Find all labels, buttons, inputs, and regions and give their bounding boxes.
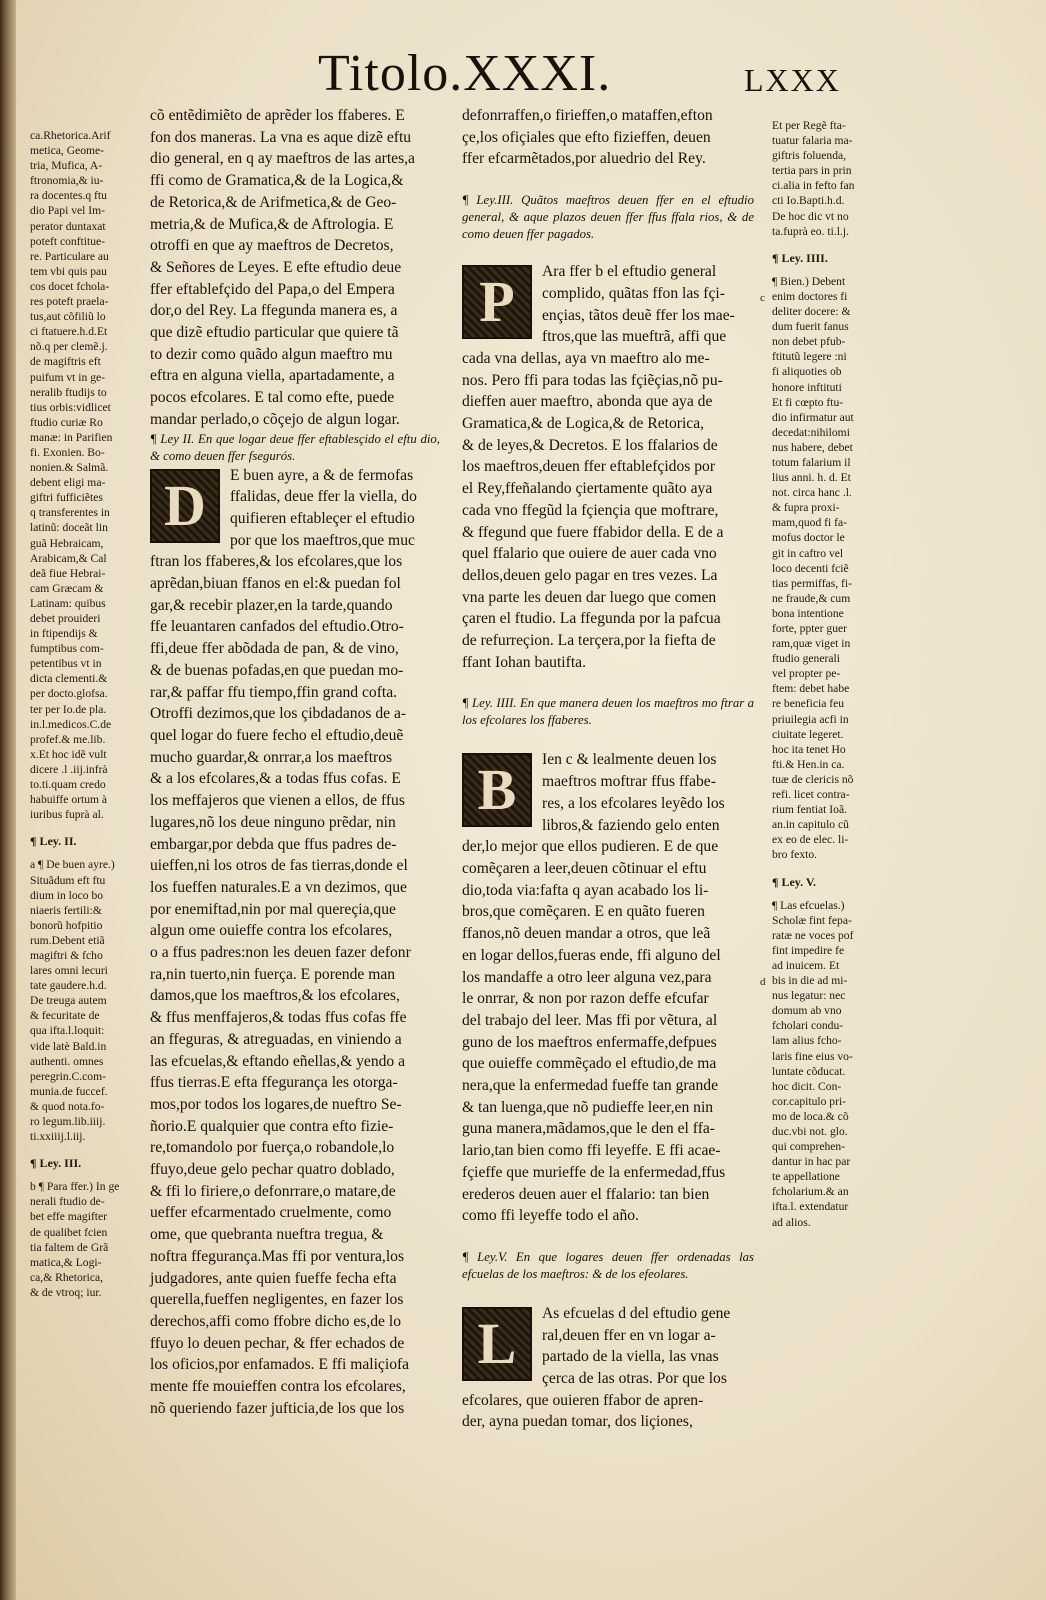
text-line: nus legatur: nec (772, 989, 846, 1003)
text-line: rium fentiat Ioã. (772, 803, 848, 817)
text-line: cor.capitulo pri- (772, 1094, 847, 1108)
text-line: debet prouideri (30, 612, 101, 625)
text-line: ca.Rhetorica.Arif (30, 129, 111, 142)
text-line: algun ome ouieffe contra los efcolares, (150, 922, 393, 940)
text-line: Arabicam,& Cal (30, 551, 107, 565)
text-line: aprẽdan,biuan ffanos en el:& puedan fol (150, 575, 401, 593)
text-line: ta.fuprà eo. ti.l.j. (772, 224, 849, 238)
text-line: ftros,que las mueftrã, affi que (542, 328, 727, 346)
text-line: derechos,affi como ffobre dicho es,de lo (150, 1312, 401, 1330)
text-line: vide latè Bald.in (30, 1039, 107, 1053)
text-line: ñorio.E qualquier que contra efto fizie- (150, 1117, 394, 1135)
text-line: quel logar do fuere fecho el eftudio,deuẽ (150, 726, 404, 744)
text-line: fint impedire fe (772, 943, 845, 957)
text-line: tate gaudere.h.d. (30, 979, 107, 993)
text-line: mandar perlado,o cõçejo de algun logar. (150, 410, 400, 428)
text-line: te appellatione (772, 1170, 840, 1184)
text-line: mente ffe mouieffen contra los efcolares, (150, 1378, 406, 1396)
text-line: dicta clementi.& (30, 672, 108, 686)
text-line: tuæ de clericis nõ (772, 772, 854, 786)
text-line: fcholarium.& an (772, 1185, 849, 1199)
ley-4-cap-lines (542, 749, 725, 836)
text-line: nus habere, debet (772, 440, 853, 454)
text-line: ca,& Rhetorica, (30, 1270, 104, 1284)
text-line: git in caftro vel (772, 546, 844, 560)
text-line: dicere .l .iij.infrà (30, 762, 108, 776)
text-line: lius anni. h. d. Et (772, 471, 851, 485)
text-line: fçieffe que murieffe de la enfermedad,ffus (462, 1163, 726, 1181)
text-line: los maeftros,deuen ffer eftablefçidos por (462, 458, 716, 476)
text-line: & fecuritate de (30, 1009, 100, 1023)
text-line: uieffen,ni los otros de fas tierras,donde el (150, 857, 408, 875)
text-line: que ouieffe commẽçado el eftudio,de ma (462, 1055, 717, 1073)
text-line: profef.& me.lib. (30, 732, 106, 746)
binding-shadow (0, 0, 16, 1600)
text-line: noftra ffegurança.Mas ffi por ventura,los (150, 1247, 405, 1265)
text-line: & quod nota.fo- (30, 1099, 105, 1113)
text-line: nera,que la enfermedad fueffe tan grande (462, 1077, 718, 1095)
text-line: los mandaffe a otro leer alguna vez,para (462, 968, 712, 986)
text-line: giftri fufficiẽtes (30, 491, 103, 505)
text-line: to.ti.quam credo (30, 778, 106, 792)
text-line: dio,toda via:fafta q ayan acabado los li- (462, 881, 709, 899)
ley-5-cap-lines (542, 1303, 730, 1390)
text-line: res, a los efcolares leyẽdo los (542, 794, 725, 812)
ley-5-rubric: ¶ Ley.V. En que logares deuen ffer ordenadas las efcuelas de los maeftros: & de los efeolares. (462, 1249, 754, 1281)
text-line: Situãdum eft ftu (30, 873, 106, 887)
text-line: totum falarium il (772, 455, 851, 469)
text-line: petentibus vt in (30, 657, 102, 671)
text-line: & a los efcolares,& a todas ffus cofas. E (150, 770, 401, 788)
text-line: ffalidas, deue ffer la viella, do (230, 488, 417, 506)
text-line: ciuitate legeret. (772, 727, 844, 741)
ley-4-rubric: ¶ Ley. IIII. En que manera deuen los maeftros mo ftrar a los efcolares los ffaberes. (462, 696, 754, 728)
gloss-note-d (772, 898, 892, 1230)
text-line: lario,tan bien como ffi leyeffe. E ffi acae- (462, 1142, 721, 1160)
col2-opening-text (462, 105, 754, 170)
gloss-note-a (30, 857, 142, 1144)
gloss-note-b (30, 1179, 142, 1300)
text-line: partado de la viella, las vnas (542, 1348, 719, 1366)
text-line: que dizẽ eftudio particular que quiere tã (150, 324, 399, 342)
text-line: fi aliquoties ob (772, 365, 842, 379)
text-line: ftitutũ legere :ni (772, 350, 847, 364)
text-line: del trabajo del leer. Mas ffi por vẽtura, al (462, 1011, 718, 1029)
text-line: complido, quãtas ffon las fçi- (542, 284, 725, 302)
text-line: ffanos,nõ deuen mandar a otros, que leã (462, 925, 711, 943)
gloss-ley-2: ¶ Ley. II. (30, 834, 77, 849)
text-line: en logar dellos,fueras ende, ffi alguno del (462, 946, 721, 964)
text-line: re beneficia feu (772, 697, 845, 711)
text-line: ¶ Las efcuelas.) (772, 898, 845, 912)
ley-2-rubric: ¶ Ley II. En que logar deue ffer eftablesçido el eftu dio, & como deuen ffer fsegurós. (150, 431, 440, 463)
text-line: giftris foluenda, (772, 149, 847, 163)
text-line: dio infirmatur aut (772, 410, 854, 424)
text-line: nonien.& Salmã. (30, 461, 109, 475)
text-line: Gramatica,& de Logica,& de Retorica, (462, 415, 705, 433)
text-line: tia faltem de Grã (30, 1240, 109, 1254)
text-line: q transferentes in (30, 506, 110, 520)
text-line: bona intentione (772, 606, 844, 620)
text-line: çaren el ftudio. La ffegunda por la pafcua (462, 610, 721, 628)
text-line: mos,por todos los logares,de nueftro Se- (150, 1095, 402, 1113)
text-line: ex eo de elec. li- (772, 833, 849, 847)
text-line: forte, ppter guer (772, 622, 848, 635)
text-line: decedat:nihilomi (772, 425, 850, 439)
text-line: ffuyo lo deuen pechar, & ffer echados de (150, 1334, 405, 1352)
text-line: an.in capitulo cũ (772, 818, 849, 832)
text-line: fti.& Hen.in ca. (772, 757, 845, 771)
text-line: der,lo mejor que ellos pudieren. E de que (462, 838, 719, 856)
text-line: peregrin.C.com- (30, 1069, 106, 1083)
text-line: le onrrar, & non por razon deffe efcufar (462, 990, 709, 1008)
text-line: b ¶ Para ffer.) In ge (30, 1180, 120, 1194)
text-line: deliter docere: & (772, 305, 851, 319)
text-line: ffuyo,deue gelo pechar quatro doblado, (150, 1161, 395, 1179)
right-gloss-intro (772, 118, 892, 239)
text-line: dieffen auer maeftro, abonda que aya de (462, 393, 713, 411)
text-line: & de vtroq; iur. (30, 1285, 102, 1299)
ley-3-rubric: ¶ Ley.III. Quãtos maeftros deuen ffer en el eftudio general, & aque plazos deuen ffer ffus ffala rios, & de como deuen ffer pagados. (462, 193, 754, 242)
text-line: tuatur falaria ma- (772, 134, 853, 148)
ley-5-text (462, 1390, 754, 1433)
text-line: de refurreçion. La terçera,por la fiefta de (462, 632, 716, 650)
text-line: latinũ: doceãt lin (30, 521, 108, 535)
text-line: ençias, tãtos deuẽ ffer los mae- (542, 306, 735, 324)
text-line: non debet pfub- (772, 335, 846, 349)
text-line: iuribus fuprà al. (30, 808, 104, 822)
text-line: eftra en alguna viella, apartadamente, a (150, 367, 395, 385)
text-line: Ara ffer b el eftudio general (542, 263, 717, 281)
text-line: vna parte les deuen dar luego que comen (462, 588, 717, 606)
text-line: Scholæ fint fepa- (772, 913, 852, 927)
text-line: per docto.glofsa. (30, 687, 108, 701)
text-line: perator duntaxat (30, 219, 106, 233)
text-line: dor,o del Rey. La ffegunda manera es, a (150, 302, 398, 320)
text-line: fi. Exonien. Bo- (30, 445, 105, 459)
text-line: querella,fueffen negligentes, en fazer los (150, 1291, 404, 1309)
text-line: guna manera,mãdamos,que le den el ffa- (462, 1120, 716, 1138)
text-line: como ffi leyeffe todo el año. (462, 1207, 639, 1225)
right-gloss (772, 118, 892, 1230)
text-line: nõ.q per clemẽ.j. (30, 340, 108, 354)
text-line: ratæ ne voces pof (772, 928, 854, 942)
text-line: cada vna dellas, aya vn maeftro alo me- (462, 349, 710, 367)
text-line: to dezir como quãdo algun maeftro mu (150, 345, 393, 363)
text-line: tertia pars in prin (772, 164, 852, 178)
decorated-initial-d: D (150, 469, 220, 543)
text-line: bros,que comẽçaren. E en quãto fueren (462, 903, 705, 921)
text-line: nos. Pero ffi para todas las fçiẽçias,nõ pu- (462, 371, 723, 389)
left-gloss-intro (30, 128, 142, 822)
ley-4-text (462, 836, 754, 1227)
text-line: in.l.medicos.C.de (30, 717, 112, 731)
text-line: matica,& Logi- (30, 1255, 102, 1269)
text-line: tus,aut cõfiliũ lo (30, 310, 106, 324)
ley-2-opening (150, 465, 440, 552)
text-line: damos,que los maeftros,& los efcolares, (150, 987, 400, 1005)
text-line: der, ayna puedan tomar, dos liçiones, (462, 1413, 693, 1431)
text-line: poteft conftitue- (30, 234, 106, 248)
text-line: priuilegia acfi in (772, 712, 849, 726)
text-line: mucho guardar,& onrrar,a los maeftros (150, 748, 393, 766)
text-line: judgadores, ante quien fueffe fecha efta (150, 1269, 397, 1287)
text-line: Et per Regẽ fta- (772, 119, 846, 132)
text-line: habuiffe ortum à (30, 793, 108, 807)
text-line: fumptibus com- (30, 642, 104, 656)
text-line: a ¶ De buen ayre.) (30, 858, 115, 872)
text-line: lam alius fcho- (772, 1034, 842, 1048)
text-line: loco decenti fciẽ (772, 561, 849, 575)
text-line: bonorũ hofpitio (30, 918, 103, 932)
ley-3-cap-lines (542, 261, 735, 348)
text-line: magiftri & fcho (30, 948, 103, 962)
text-line: ne fraude,& cum (772, 591, 851, 605)
text-line: qua ifta.l.loquit: (30, 1024, 105, 1038)
text-line: re,tomandolo por fuerça,o robandole,lo (150, 1139, 395, 1157)
text-line: metica, Geome- (30, 144, 105, 158)
text-line: lares omni lecuri (30, 964, 108, 978)
text-line: ad alios. (772, 1215, 811, 1229)
text-line: ffer eftablefçido del Papa,o del Empera (150, 280, 395, 298)
text-line: ffi,deue ffer abõdada de pan, & de vino, (150, 640, 399, 658)
text-line: defonrraffen,o firieffen,o mataffen,efton (462, 107, 713, 124)
text-line: & Señores de Leyes. E efte eftudio deue (150, 258, 402, 276)
text-line: luntate cõducat. (772, 1064, 846, 1078)
text-line: nerali ftudio de- (30, 1195, 105, 1209)
text-line: o a ffus padres:non les deuen fazer defonr (150, 944, 411, 962)
text-line: ter per Io.de pla. (30, 702, 107, 716)
text-line: ffer efcarmẽtados,por aluedrio del Rey. (462, 150, 706, 168)
text-line: ome, que quebranta nueftra tregua, & (150, 1226, 384, 1244)
text-line: ffus tierras.E efta ffegurança les otorga- (150, 1074, 398, 1092)
text-line: dio Papi vel Im- (30, 204, 106, 218)
text-line: dantur in hac par (772, 1155, 851, 1169)
text-line: nõ queriendo fazer jufticia,de los que los (150, 1399, 405, 1417)
gloss-ley-4: ¶ Ley. IIII. (772, 250, 828, 265)
margin-mark-c: c (760, 292, 765, 304)
text-line: Latinam: quibus (30, 596, 106, 610)
text-line: authenti. omnes (30, 1054, 104, 1068)
text-line: maeftros moftrar ffus ffabe- (542, 773, 716, 791)
text-line: ftem: debet habe (772, 682, 850, 696)
text-line: ro legum.lib.iiij. (30, 1115, 106, 1128)
text-line: tria, Mufica, A- (30, 159, 103, 173)
col1-opening-text (150, 105, 440, 431)
text-line: deã fiue Hebrai- (30, 566, 106, 580)
gloss-ley-3: ¶ Ley. III. (30, 1156, 82, 1171)
text-line: laris fine eius vo- (772, 1049, 853, 1063)
text-line: metria,& de Mufica,& de Aftrologia. E (150, 215, 394, 233)
text-line: dio general, en q ay maeftros de las artes,a (150, 150, 415, 168)
gloss-ley-5: ¶ Ley. V. (772, 874, 817, 889)
text-line: ci.alia in fefto fan (772, 179, 855, 193)
text-line: & de leyes,& Decretos. E los ffalarios de (462, 436, 718, 454)
text-line: por que los maeftros,que muc (230, 531, 415, 549)
left-gloss (30, 128, 142, 1300)
text-line: & ffegund que fuere ffabidor della. E de a (462, 523, 724, 541)
text-line: cada vno ffegũd la fçiençia que moftrare, (462, 501, 719, 519)
text-line: mam,quod fi fa- (772, 516, 848, 530)
text-line: rar,& paffar ffu tiempo,ffin grand cofta. (150, 683, 398, 701)
text-line: & de buenas pofadas,en que puedan mo- (150, 661, 404, 679)
text-line: ti.xxiiij.l.iij. (30, 1130, 86, 1144)
text-line: ral,deuen ffer en vn logar a- (542, 1326, 716, 1344)
text-line: Et fi cœpto ftu- (772, 395, 844, 409)
text-line: debent eligi ma- (30, 476, 106, 490)
margin-mark-d: d (760, 976, 766, 988)
text-line: pocos efcolares. E tal como efte, puede (150, 389, 395, 407)
text-line: ad inuicem. Et (772, 958, 840, 972)
text-line: los fueffen naturales.E a vn dezimos, que (150, 878, 407, 896)
text-line: quifieren eftableçer el eftudio (230, 509, 415, 527)
ley-3-text (462, 348, 754, 674)
text-line: tem vbi quis pau (30, 264, 107, 278)
text-line: otroffi en que ay maeftros de Decretos, (150, 237, 394, 255)
text-line: qui comprehen- (772, 1140, 846, 1154)
text-line: tias permiffas, fi- (772, 576, 852, 590)
text-line: dum fuerit fanus (772, 320, 849, 334)
text-line: los oficios,por enfamados. E ffi maliçiofa (150, 1356, 410, 1374)
text-line: cti Io.Bapti.h.d. (772, 194, 845, 208)
text-line: cam Græcam & (30, 581, 104, 595)
text-line: de qualibet fcien (30, 1225, 108, 1239)
text-line: puifum vt in ge- (30, 370, 106, 384)
text-line: honore inftituti (772, 380, 842, 394)
text-line: res poteft praela- (30, 295, 109, 309)
text-line: guno de los maeftros enfermaffe,defpues (462, 1033, 717, 1051)
text-line: Otroffi dezimos,que los çibdadanos de a- (150, 705, 407, 723)
text-line: mo de loca.& cõ (772, 1109, 849, 1123)
text-line: neralib ftudijs to (30, 385, 107, 399)
text-line: bro fexto. (772, 848, 818, 862)
text-line: çerca de las otras. Por que los (542, 1370, 727, 1388)
decorated-initial-p: P (462, 265, 532, 339)
text-line: embargar,por debda que ffus padres de- (150, 835, 397, 853)
text-line: comẽçaren a leer,deuen cõtinuar el eftu (462, 859, 707, 877)
decorated-initial-b: B (462, 753, 532, 827)
text-line: ra,nin tuerto,nin fuerça. E porende man (150, 965, 396, 983)
text-line: De treuga autem (30, 994, 107, 1008)
main-column-left (150, 105, 440, 1419)
text-line: E buen ayre, a & de fermofas (230, 466, 414, 484)
ley-3-opening (462, 261, 754, 348)
text-line: hoc dicit. Con- (772, 1079, 842, 1093)
text-line: As efcuelas d del eftudio gene (542, 1304, 731, 1322)
text-line: bis in die ad mi- (772, 974, 848, 988)
text-line: mofus doctor le (772, 531, 845, 545)
text-line: ifta.l. extendatur (772, 1200, 849, 1214)
ley-4-opening (462, 749, 754, 836)
text-line: lugares,nõ los deue ninguno prẽdar, nin (150, 813, 396, 831)
text-line: dellos,deuen gelo pagar en tres vezes. La (462, 566, 718, 584)
text-line: manæ: in Parifien (30, 430, 113, 444)
text-line: gar,& recebir plazer,en la tarde,quando (150, 596, 393, 614)
text-line: not. circa hanc .l. (772, 486, 852, 500)
text-line: efcolares, que ouieren ffabor de apren- (462, 1391, 704, 1409)
text-line: ftudio generali (772, 652, 840, 666)
text-line: tius orbis:vidlicet (30, 400, 111, 414)
text-line: ueffer efcarmentado cruelmente, como (150, 1204, 392, 1222)
text-line: las efcuelas,& eftando eñellas,& yendo a (150, 1052, 406, 1070)
decorated-initial-l: L (462, 1307, 532, 1381)
text-line: refi. licet contra- (772, 788, 850, 802)
text-line: ftran los ffaberes,& los efcolares,que los (150, 553, 403, 571)
text-line: ffi como de Gramatica,& de la Logica,& (150, 172, 404, 190)
text-line: x.Et hoc idẽ vult (30, 747, 107, 761)
text-line: an ffeguras, & atreguadas, en viniendo a (150, 1030, 402, 1048)
text-line: niaeris fertili:& (30, 903, 102, 917)
text-line: ¶ Bien.) Debent (772, 274, 846, 288)
text-line: re. Particulare au (30, 249, 109, 263)
ley-2-text (150, 551, 440, 1419)
text-line: guã Hebraicam, (30, 536, 104, 550)
text-line: dium in loco bo (30, 888, 104, 902)
text-line: & fupra proxi- (772, 501, 840, 515)
text-line: de magiftris eft (30, 355, 101, 369)
text-line: domum ab vno (772, 1004, 842, 1018)
ley-2-cap-lines (230, 465, 417, 552)
text-line: & ffus menffajeros,& todas ffus cofas ffe (150, 1009, 407, 1027)
gloss-note-c (772, 274, 892, 863)
text-line: quel ffalario que ouiere de auer cada vno (462, 545, 717, 563)
text-line: ram,quæ viget in (772, 637, 851, 651)
text-line: libros,& faziendo gelo enten (542, 816, 720, 834)
text-line: fon dos maneras. La vna es aque dizẽ eftu (150, 128, 412, 146)
text-line: ffant Iohan bautifta. (462, 653, 586, 671)
text-line: vel propter pe- (772, 667, 841, 681)
text-line: ffe leuantaren canfados del eftudio.Otro- (150, 618, 404, 636)
text-line: ra docentes.q ftu (30, 189, 107, 203)
text-line: cõ entẽdimiẽto de aprẽder los ffaberes. E (150, 107, 405, 124)
page-title: Titolo.XXXI. (318, 45, 612, 102)
text-line: bet effe magifter (30, 1210, 108, 1224)
text-line: hoc ita tenet Ho (772, 742, 846, 756)
text-line: ci ftatuere.h.d.Et (30, 325, 108, 339)
text-line: duc.vbi not. glo. (772, 1125, 848, 1138)
text-line: cos docet fchola- (30, 279, 110, 293)
text-line: los meffajeros que vienen a ellos, de ffus (150, 792, 405, 810)
text-line: in ftipendijs & (30, 627, 98, 641)
text-line: fcholari condu- (772, 1019, 844, 1033)
text-line: rum.Debent etiã (30, 933, 105, 947)
text-line: ftudio curiæ Ro (30, 415, 103, 429)
text-line: ftronomia,& iu- (30, 174, 104, 188)
text-line: por enemiftad,nin por mal quereçia,que (150, 900, 396, 918)
text-line: Ien c & lealmente deuen los (542, 751, 717, 769)
text-line: & tan luenga,que nõ pudieffe leer,en nin (462, 1098, 714, 1116)
text-line: çe,los ofiçiales que efto fizieffen, deuen (462, 128, 711, 146)
text-line: De hoc dic vt no (772, 209, 849, 223)
text-line: de Retorica,& de Arifmetica,& de Geo- (150, 193, 397, 211)
ley-5-opening (462, 1303, 754, 1390)
text-line: enim doctores fi (772, 289, 848, 303)
folio-number: LXXX (744, 62, 841, 98)
text-line: el Rey,ffeñalando çiertamente quãto aya (462, 480, 713, 498)
text-line: & ffi lo firiere,o defonrrare,o matare,de (150, 1182, 396, 1200)
text-line: erederos deuen auer el ffalario: tan bien (462, 1185, 710, 1203)
text-line: munia.de fuccef. (30, 1084, 108, 1098)
main-column-right (462, 105, 754, 1433)
